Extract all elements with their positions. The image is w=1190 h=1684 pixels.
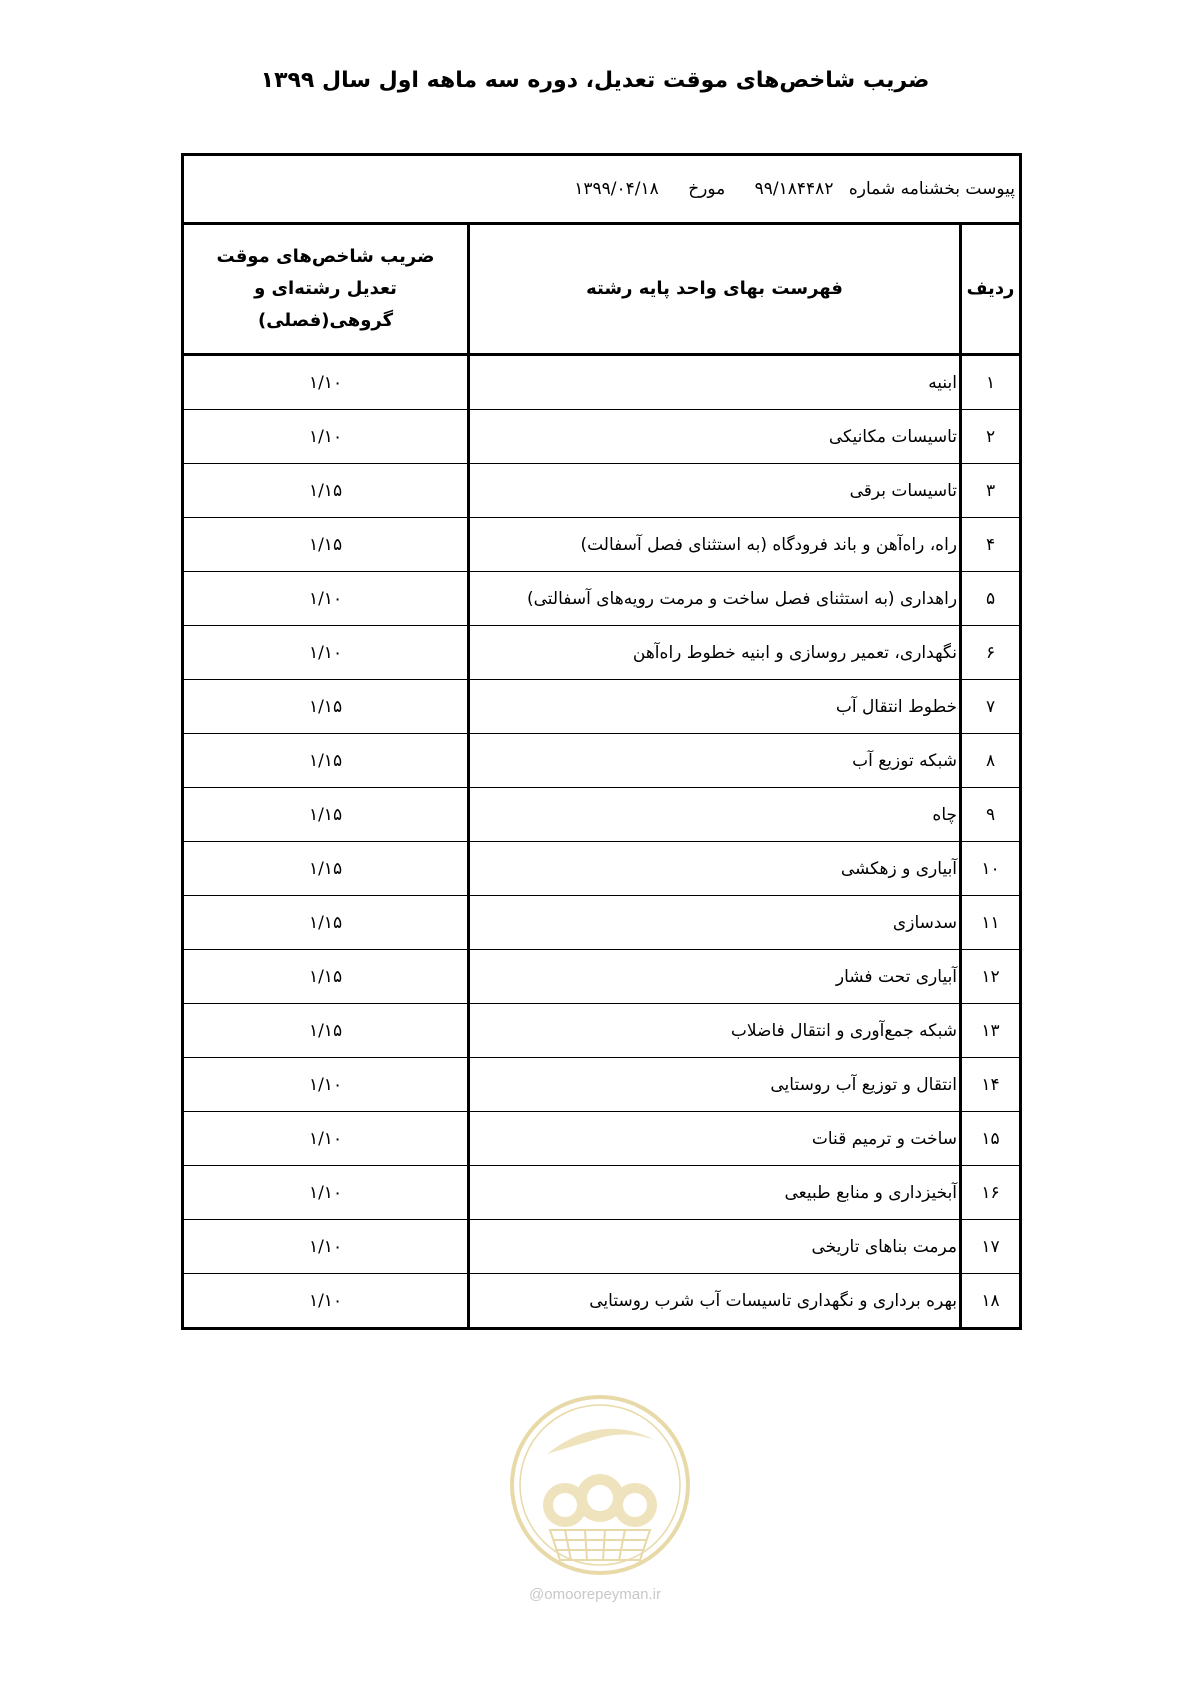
header-index: ردیف [961, 224, 1021, 355]
row-name: آبیاری تحت فشار [469, 950, 961, 1004]
reference-label: پیوست بخشنامه شماره [848, 179, 1016, 199]
row-index: ۳ [961, 464, 1021, 518]
row-index: ۷ [961, 680, 1021, 734]
header-name: فهرست بهای واحد پایه رشته [469, 224, 961, 355]
table-row [183, 410, 1021, 464]
header-coefficient-line1: ضریب شاخص‌های موقت [216, 246, 435, 267]
row-coefficient: ۱/۱۵ [183, 1004, 469, 1058]
row-coefficient: ۱/۱۵ [183, 788, 469, 842]
row-index: ۱۱ [961, 896, 1021, 950]
table-row [183, 1004, 1021, 1058]
row-coefficient: ۱/۱۰ [183, 1058, 469, 1112]
row-index: ۹ [961, 788, 1021, 842]
row-coefficient: ۱/۱۰ [183, 410, 469, 464]
row-index: ۱۸ [961, 1274, 1021, 1329]
table-row [183, 572, 1021, 626]
row-index: ۱۲ [961, 950, 1021, 1004]
row-coefficient: ۱/۱۵ [183, 734, 469, 788]
row-coefficient: ۱/۱۰ [183, 1274, 469, 1329]
row-coefficient: ۱/۱۵ [183, 464, 469, 518]
row-name: بهره برداری و نگهداری تاسیسات آب شرب روستایی [469, 1274, 961, 1329]
row-coefficient: ۱/۱۵ [183, 842, 469, 896]
row-index: ۵ [961, 572, 1021, 626]
row-index: ۱ [961, 355, 1021, 410]
table-row [183, 896, 1021, 950]
table-row [183, 1220, 1021, 1274]
row-name: ساخت و ترمیم قنات [469, 1112, 961, 1166]
row-index: ۱۶ [961, 1166, 1021, 1220]
table-row [183, 464, 1021, 518]
table-row [183, 842, 1021, 896]
row-name: سدسازی [469, 896, 961, 950]
row-index: ۱۳ [961, 1004, 1021, 1058]
page-title: ضریب شاخص‌های موقت تعدیل، دوره سه ماهه اول سال ۱۳۹۹ [260, 68, 930, 93]
row-name: نگهداری، تعمیر روسازی و ابنیه خطوط راه‌آهن [469, 626, 961, 680]
header-coefficient-line2: تعدیل رشته‌ای و گروهی(فصلی) [254, 278, 397, 331]
table-row [183, 1112, 1021, 1166]
watermark-logo [505, 1390, 695, 1580]
row-name: راهداری (به استثنای فصل ساخت و مرمت رویه‌های آسفالتی) [469, 572, 961, 626]
table-row [183, 680, 1021, 734]
row-name: آبخیزداری و منابع طبیعی [469, 1166, 961, 1220]
row-name: تاسیسات مکانیکی [469, 410, 961, 464]
table-row [183, 788, 1021, 842]
row-index: ۱۷ [961, 1220, 1021, 1274]
table-row [183, 518, 1021, 572]
table-row [183, 626, 1021, 680]
row-name: مرمت بناهای تاریخی [469, 1220, 961, 1274]
row-coefficient: ۱/۱۰ [183, 1220, 469, 1274]
table-row [183, 734, 1021, 788]
row-index: ۱۰ [961, 842, 1021, 896]
row-coefficient: ۱/۱۵ [183, 950, 469, 1004]
row-coefficient: ۱/۱۵ [183, 518, 469, 572]
row-name: آبیاری و زهکشی [469, 842, 961, 896]
row-index: ۴ [961, 518, 1021, 572]
row-name: راه، راه‌آهن و باند فرودگاه (به استثنای فصل آسفالت) [469, 518, 961, 572]
row-coefficient: ۱/۱۰ [183, 572, 469, 626]
row-coefficient: ۱/۱۰ [183, 1112, 469, 1166]
table-row [183, 950, 1021, 1004]
row-coefficient: ۱/۱۰ [183, 355, 469, 410]
row-coefficient: ۱/۱۵ [183, 680, 469, 734]
row-name: خطوط انتقال آب [469, 680, 961, 734]
table-row [183, 1166, 1021, 1220]
row-name: ابنیه [469, 355, 961, 410]
table-row [183, 355, 1021, 410]
row-index: ۸ [961, 734, 1021, 788]
watermark-site: @omoorepeyman.ir [529, 1586, 661, 1603]
reference-cell [183, 155, 1021, 224]
reference-date-label: مورخ [688, 179, 726, 199]
row-name: چاه [469, 788, 961, 842]
reference-number: ۹۹/۱۸۴۴۸۲ [754, 179, 834, 199]
row-index: ۱۴ [961, 1058, 1021, 1112]
row-name: شبکه توزیع آب [469, 734, 961, 788]
row-name: تاسیسات برقی [469, 464, 961, 518]
coefficients-table [181, 153, 1022, 1330]
row-name: انتقال و توزیع آب روستایی [469, 1058, 961, 1112]
table-row [183, 1058, 1021, 1112]
table-row [183, 1274, 1021, 1329]
row-coefficient: ۱/۱۵ [183, 896, 469, 950]
row-index: ۲ [961, 410, 1021, 464]
row-coefficient: ۱/۱۰ [183, 626, 469, 680]
row-name: شبکه جمع‌آوری و انتقال فاضلاب [469, 1004, 961, 1058]
reference-date: ۱۳۹۹/۰۴/۱۸ [574, 179, 659, 199]
header-coefficient [183, 224, 469, 355]
row-index: ۱۵ [961, 1112, 1021, 1166]
row-coefficient: ۱/۱۰ [183, 1166, 469, 1220]
row-index: ۶ [961, 626, 1021, 680]
